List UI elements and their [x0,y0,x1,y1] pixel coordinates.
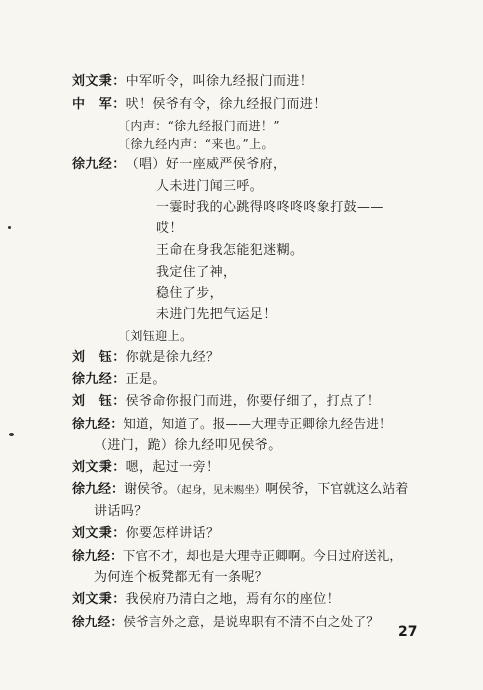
verse-line [156,286,223,302]
line-text: 我定住了神， [156,265,237,280]
dialogue-line-17 [72,416,392,432]
line-text: 未进门先把气运足！ [156,307,277,322]
line-text: 嗯，起过一旁！ [125,460,220,475]
dialogue-line-26 [72,614,379,630]
speaker-label: 徐九经： [72,614,124,629]
line-text: （进门，跪）徐九经叩见侯爷。 [94,438,282,453]
line-text: 谢侯爷。 [124,482,177,497]
speaker-label: 刘 钰： [72,394,126,409]
continuation-line [94,570,268,586]
line-text: 稳住了步， [156,286,224,301]
line-text: 你要怎样讲话？ [125,526,220,541]
verse-line [156,179,263,195]
line-text: 正是。 [125,372,166,387]
verse-line [156,200,384,216]
line-text: 〔刘钰迎上。 [118,329,193,343]
line-text: 知道，知道了。报——大理寺正卿徐九经告进！ [123,416,392,431]
line-text: 你就是徐九经？ [125,350,220,365]
line-text: 王命在身我怎能犯迷糊。 [156,243,304,258]
line-text: 〔徐九经内声：“来也。”上。 [118,137,274,151]
scan-speck [8,226,11,229]
inline-stage-direction: （起身，见未赐坐） [176,484,266,496]
line-text: 侯爷命你报门而进，你要仔细了，打点了！ [125,394,381,409]
dialogue-line-19 [72,460,219,476]
dialogue-line-2 [72,97,327,113]
speaker-label: 徐九经： [72,416,124,431]
page-number: 27 [398,624,418,640]
dialogue-line-20 [72,482,408,498]
line-text: 讲话吗？ [94,504,148,519]
speaker-label: 刘文秉： [72,526,126,541]
line-text-rest: 啊侯爷，下官就这么站着 [265,482,409,497]
line-text: 中军听令，叫徐九经报门而进！ [125,74,314,89]
dialogue-line-16 [72,394,380,410]
line-text: （唱）好一座威严侯爷府， [125,157,287,172]
dialogue-line-1 [72,74,313,90]
line-text: 〔内声：“徐九经报门而进！” [118,119,280,133]
scan-speck [9,433,14,436]
speaker-label: 刘文秉： [72,592,126,607]
stage-direction [118,136,274,152]
dialogue-line-5 [72,157,286,173]
speaker-label: 刘文秉： [72,460,126,475]
continuation-line [94,504,148,520]
speaker-label: 徐九经： [72,482,125,497]
speaker-label: 中 军： [72,97,126,112]
line-text: 哎！ [156,221,183,236]
dialogue-line-14 [72,350,219,366]
speaker-label: 徐九经： [72,157,126,172]
dialogue-line-22 [72,526,219,542]
dialogue-line-15 [72,372,166,388]
stage-direction [118,328,192,344]
continuation-line [94,438,282,454]
line-text: 为何连个板凳都无有一条呢？ [94,570,269,585]
line-text: 吠！侯爷有令，徐九经报门而进！ [125,97,327,112]
dialogue-line-25 [72,592,340,608]
speaker-label: 刘文秉： [72,74,126,89]
verse-line [156,221,183,237]
speaker-label: 刘 钰： [72,350,126,365]
line-text: 下官不才，却也是大理寺正卿啊。今日过府送礼， [122,548,403,563]
verse-line [156,265,236,281]
line-text: 人未进门闻三呼。 [156,179,264,194]
speaker-label: 徐九经： [72,548,123,563]
verse-line [156,243,303,259]
speaker-label: 徐九经： [72,372,126,387]
verse-line [156,307,277,323]
line-text: 侯爷言外之意，是说卑职有不清不白之处了？ [123,614,380,629]
stage-direction [118,118,280,134]
line-text: 我侯府乃清白之地，焉有尔的座位！ [125,592,341,607]
dialogue-line-23 [72,548,402,564]
line-text: 一霎时我的心跳得咚咚咚咚象打鼓—— [156,200,384,215]
